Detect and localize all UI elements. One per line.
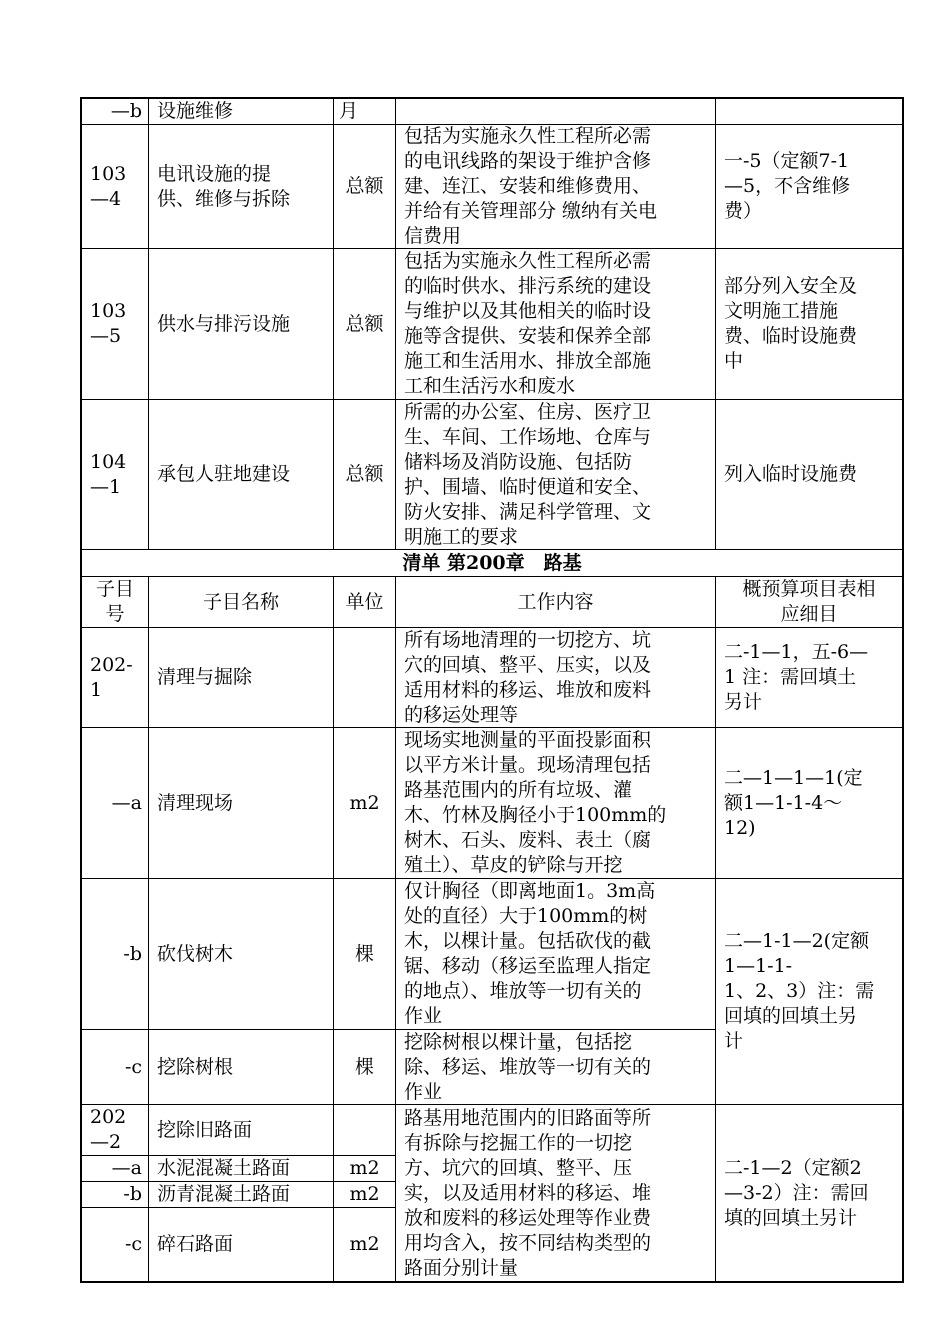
row-name: 供水与排污设施 — [157, 312, 291, 335]
header-quota: 概预算项目表相 应细目 — [742, 578, 876, 625]
row-code: 104 —1 — [90, 450, 127, 498]
row-name: 电讯设施的提 供、维修与拆除 — [157, 162, 291, 210]
row-code: 202- 1 — [90, 653, 133, 701]
chapter-title: 清单 第200章 路基 — [402, 551, 582, 574]
row-name: 水泥混凝土路面 — [157, 1157, 291, 1179]
row-code: 103 —5 — [90, 300, 127, 347]
row-code: —a — [111, 1157, 142, 1179]
row-unit: m2 — [349, 1157, 380, 1179]
row-unit: 棵 — [354, 1055, 374, 1078]
row-name: 碎石路面 — [157, 1233, 234, 1255]
row-name: 砍伐树木 — [157, 942, 234, 965]
row-quota: 列入临时设施费 — [724, 463, 858, 485]
row-content: 包括为实施永久性工程所必需 的电讯线路的架设于维护含修 建、连江、安装和维修费用、 并给有关管理部分 缴纳有关电 信费用 — [404, 125, 658, 247]
row-quota: 一-5（定额7-1 —5，不含维修 费） — [724, 150, 851, 222]
row-name: 挖除旧路面 — [157, 1118, 253, 1141]
group-quota: 二-1—2（定额2 —3-2）注：需回 填的回填土另计 — [724, 1156, 869, 1229]
row-name: 挖除树根 — [157, 1055, 234, 1078]
quota-merged-bc: 二—1-1—2(定额 1—1-1- 1、2、3）注：需 回填的回填土另 计 — [724, 930, 875, 1052]
row-unit: 棵 — [354, 942, 374, 965]
row-unit: 总额 — [345, 175, 384, 197]
row-unit: m2 — [349, 791, 380, 814]
group-content: 路基用地范围内的旧路面等所 有拆除与挖掘工作的一切挖 方、坑穴的回填、整平、压 实，以及适用材料的移运、堆 放和废料的移运处理等作业费 用均含入，按不同结构类型的 路面分别计量 — [404, 1106, 652, 1279]
row-quota: 二-1—1，五-6— 1 注：需回填土 另计 — [724, 641, 869, 713]
row-content: 所需的办公室、住房、医疗卫 生、车间、工作场地、仓库与 储料场及消防设施、包括防 护、围墙、临时便道和安全、 防火安排、满足科学管理、文 明施工的要求 — [404, 400, 652, 548]
row-content: 所有场地清理的一切挖方、坑 穴的回填、整平、压实，以及 适用材料的移运、堆放和废料 的移运处理等 — [404, 628, 652, 726]
row-code: 103 —4 — [90, 162, 127, 210]
row-name: 承包人驻地建设 — [157, 463, 291, 485]
row-code: -b — [123, 1183, 142, 1205]
row-name: 清理与掘除 — [157, 666, 253, 688]
row-content: 包括为实施永久性工程所必需 的临时供水、排污系统的建设 与维护以及其他相关的临时设 施等含提供、安装和保养全部 施工和生活用水、排放全部施 工和生活污水和废水 — [404, 250, 652, 397]
row-unit: m2 — [349, 1183, 380, 1205]
row-code: -c — [124, 1233, 142, 1255]
row-content: 挖除树根以棵计量，包括挖 除、移运、堆放等一切有关的 作业 — [404, 1030, 652, 1103]
row-code: -c — [124, 1055, 142, 1078]
header-unit: 单位 — [345, 590, 384, 613]
row-unit: 总额 — [345, 463, 384, 485]
row-code: —a — [111, 791, 142, 814]
row-unit: 总额 — [345, 312, 384, 335]
header-code: 子目 号 — [95, 578, 134, 625]
row-name: 清理现场 — [157, 791, 234, 814]
row-content: 仅计胸径（即离地面1。3m高 处的直径）大于100mm的树 木，以棵计量。包括砍伐的截 锯、移动（移运至监理人指定 的地点）、堆放等一切有关的 作业 — [404, 880, 656, 1027]
row-code: —b — [110, 100, 142, 122]
row-quota: 二—1—1—1(定 额1—1-1-4～ 12) — [724, 766, 863, 839]
quantity-list-table — [80, 97, 904, 1283]
row-unit: 月 — [339, 100, 359, 122]
row-code: -b — [123, 942, 142, 965]
row-name: 设施维修 — [157, 100, 234, 122]
header-name: 子目名称 — [202, 590, 279, 613]
row-unit: m2 — [349, 1233, 380, 1255]
header-content: 工作内容 — [517, 590, 594, 613]
row-name: 沥青混凝土路面 — [157, 1183, 291, 1205]
row-content: 现场实地测量的平面投影面积 以平方米计量。现场清理包括 路基范围内的所有垃圾、灌 木、竹林及胸径小于100mm的 树木、石头、废料、表土（腐 殖土）、草皮的铲除与开挖 — [404, 729, 667, 876]
row-quota: 部分列入安全及 文明施工措施 费、临时设施费 中 — [724, 275, 858, 372]
row-code: 202 —2 — [90, 1106, 127, 1153]
